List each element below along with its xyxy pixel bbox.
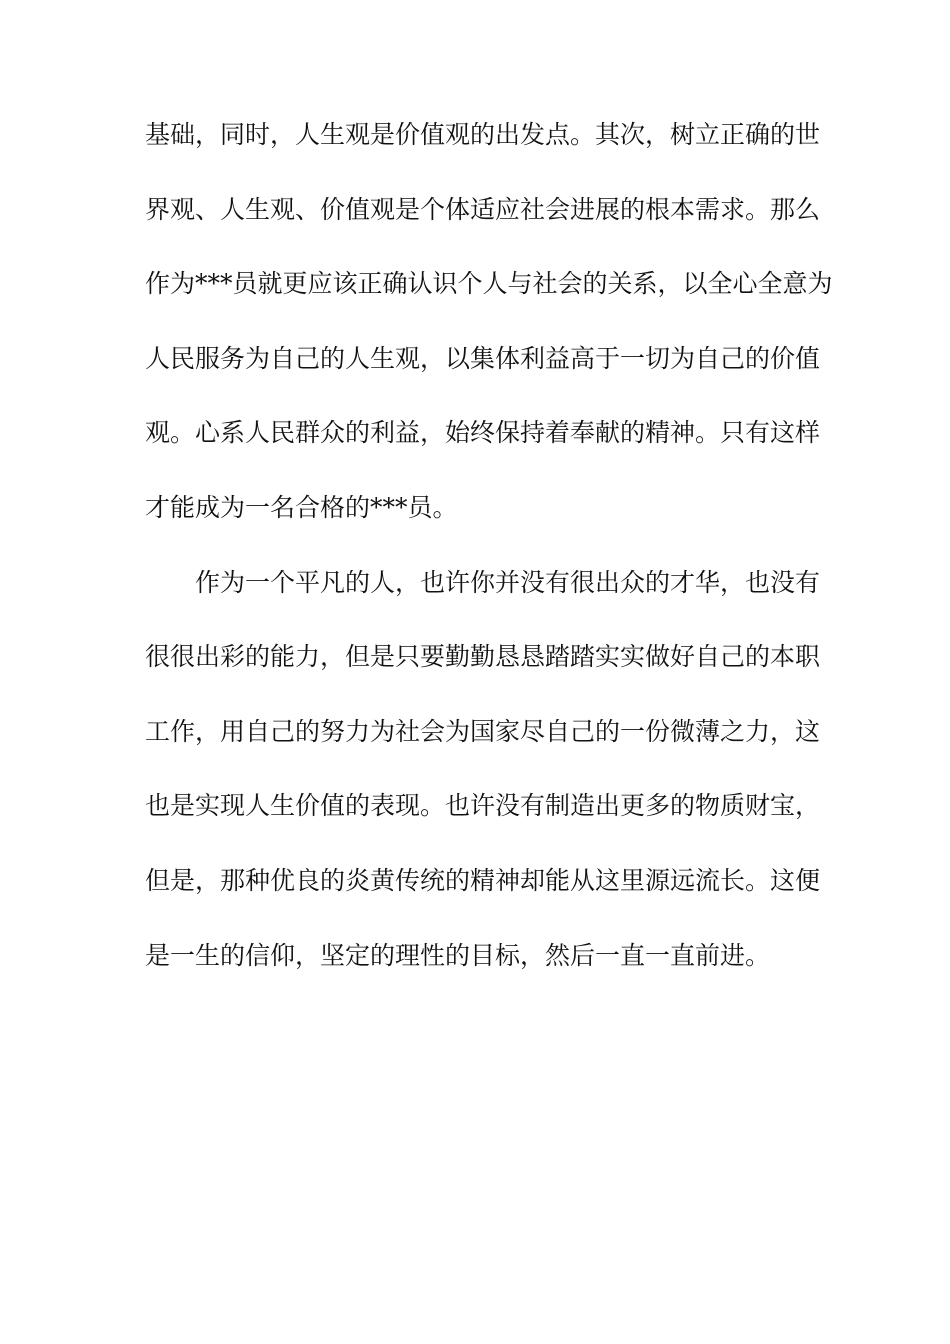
document-body bbox=[145, 120, 833, 1017]
text-line: 作为一个平凡的人，也许你并没有很出众的才华，也没有 bbox=[195, 567, 821, 597]
text-line: 观。心系人民群众的利益，始终保持着奉献的精神。只有这样 bbox=[145, 418, 821, 448]
text-line: 也是实现人生价值的表现。也许没有制造出更多的物质财宝， bbox=[145, 791, 821, 821]
text-line: 人民服务为自己的人生观，以集体利益高于一切为自己的价值 bbox=[145, 343, 821, 373]
text-line: 基础，同时，人生观是价值观的出发点。其次，树立正确的世 bbox=[145, 120, 821, 149]
text-line: 界观、人生观、价值观是个体适应社会进展的根本需求。那么 bbox=[145, 194, 821, 224]
paragraph-1 bbox=[145, 120, 833, 522]
text-line: 工作，用自己的努力为社会为国家尽自己的一份微薄之力，这 bbox=[145, 716, 821, 746]
text-line: 作为***员就更应该正确认识个人与社会的关系，以全心全意为 bbox=[145, 269, 833, 299]
paragraph-2 bbox=[145, 567, 821, 970]
text-line: 很很出彩的能力，但是只要勤勤恳恳踏踏实实做好自己的本职 bbox=[145, 642, 821, 672]
text-line: 但是，那种优良的炎黄传统的精神却能从这里源远流长。这便 bbox=[145, 865, 821, 895]
text-line: 是一生的信仰，坚定的理性的目标，然后一直一直前进。 bbox=[145, 940, 771, 970]
text-line: 才能成为一名合格的***员。 bbox=[145, 492, 458, 522]
